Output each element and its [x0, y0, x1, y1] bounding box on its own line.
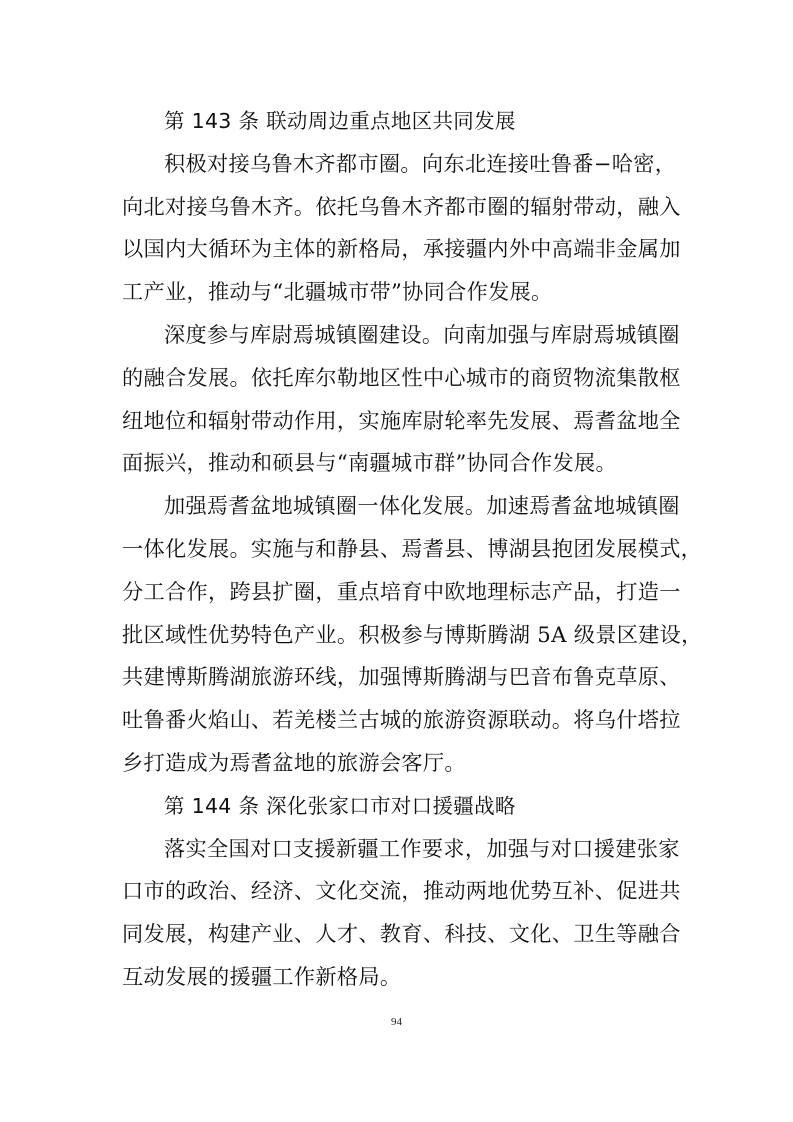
paragraph-line: 互动发展的援疆工作新格局。 [122, 963, 402, 989]
paragraph-line: 分工合作，跨县扩圈，重点培育中欧地理标志产品，打造一 [122, 578, 681, 604]
paragraph-line: 面振兴，推动和硕县与“南疆城市群”协同合作发展。 [122, 450, 617, 476]
page-body [122, 100, 703, 999]
page-number: 94 [391, 1016, 402, 1028]
paragraph-line: 深度参与库尉焉城镇圈建设。向南加强与库尉焉城镇圈 [164, 321, 680, 347]
paragraph-line: 同发展，构建产业、人才、教育、科技、文化、卫生等融合 [122, 921, 681, 947]
paragraph-line: 纽地位和辐射带动作用，实施库尉轮率先发展、焉耆盆地全 [122, 407, 681, 433]
article-143-heading: 第 143 条 联动周边重点地区共同发展 [164, 109, 516, 133]
paragraph-line: 的融合发展。依托库尔勒地区性中心城市的商贸物流集散枢 [122, 364, 681, 390]
paragraph-urumqi [122, 143, 681, 314]
paragraph-line: 口市的政治、经济、文化交流，推动两地优势互补、促进共 [122, 878, 681, 904]
paragraph-line: 共建博斯腾湖旅游环线，加强博斯腾湖与巴音布鲁克草原、 [122, 664, 681, 690]
paragraph-line: 批区域性优势特色产业。积极参与博斯腾湖 5A 级景区建设， [122, 621, 703, 647]
paragraph-line: 向北对接乌鲁木齐。依托乌鲁木齐都市圈的辐射带动，融入 [122, 193, 681, 219]
paragraph-line: 吐鲁番火焰山、若羌楼兰古城的旅游资源联动。将乌什塔拉 [122, 707, 681, 733]
article-144-heading: 第 144 条 深化张家口市对口援疆战略 [164, 793, 516, 818]
paragraph-zhangjiakou [122, 828, 681, 999]
paragraph-line: 乡打造成为焉耆盆地的旅游会客厅。 [122, 749, 466, 775]
paragraph-line: 加强焉耆盆地城镇圈一体化发展。加速焉耆盆地城镇圈 [164, 493, 680, 519]
paragraph-line: 工产业，推动与“北疆城市带”协同合作发展。 [122, 279, 553, 305]
paragraph-line: 落实全国对口支援新疆工作要求，加强与对口援建张家 [164, 835, 680, 861]
paragraph-line: 积极对接乌鲁木齐都市圈。向东北连接吐鲁番−哈密， [164, 150, 677, 176]
paragraph-kuweiyan [122, 314, 681, 485]
paragraph-line: 以国内大循环为主体的新格局，承接疆内外中高端非金属加 [122, 236, 681, 262]
paragraph-yanqi-basin [122, 485, 703, 785]
paragraph-line: 一体化发展。实施与和静县、焉耆县、博湖县抱团发展模式， [122, 535, 703, 561]
